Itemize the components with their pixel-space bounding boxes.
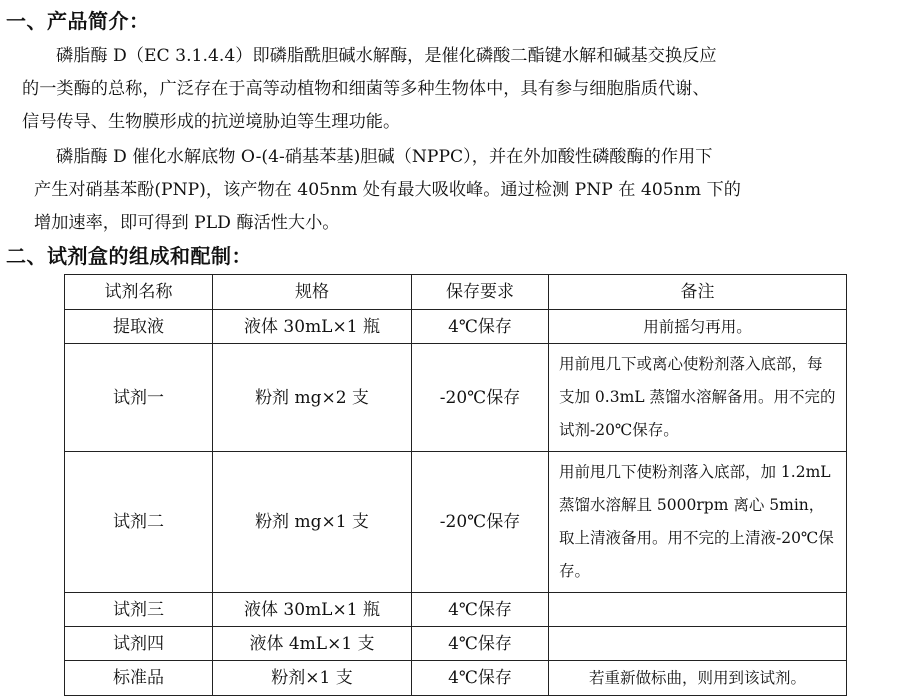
cell-spec: 液体 30mL×1 瓶: [213, 310, 412, 344]
paragraph-line: 的一类酶的总称，广泛存在于高等动植物和细菌等多种生物体中，具有参与细胞脂质代谢、: [22, 79, 710, 99]
cell-spec: 液体 30mL×1 瓶: [213, 593, 412, 627]
cell-note: [549, 627, 847, 661]
table-header-row: [65, 275, 847, 310]
cell-reagent-name: 试剂二: [65, 452, 213, 593]
cell-reagent-name: 试剂四: [65, 627, 213, 661]
cell-storage: 4℃保存: [412, 661, 549, 696]
cell-note: 用前甩几下使粉剂落入底部，加 1.2mL 蒸馏水溶解且 5000rpm 离心 5min，取上清液备用。用不完的上清液-20℃保存。: [549, 452, 847, 593]
table-row: [65, 627, 847, 661]
table-row: [65, 593, 847, 627]
paragraph-line: 增加速率，即可得到 PLD 酶活性大小。: [34, 213, 340, 233]
cell-reagent-name: 试剂一: [65, 344, 213, 452]
cell-reagent-name: 试剂三: [65, 593, 213, 627]
cell-reagent-name: 标准品: [65, 661, 213, 696]
cell-note: [549, 593, 847, 627]
cell-spec: 液体 4mL×1 支: [213, 627, 412, 661]
cell-reagent-name: 提取液: [65, 310, 213, 344]
cell-storage: -20℃保存: [412, 452, 549, 593]
intro-paragraph-2: [22, 141, 894, 240]
cell-storage: -20℃保存: [412, 344, 549, 452]
section-title-intro: 一、产品简介：: [6, 9, 150, 33]
cell-spec: 粉剂 mg×1 支: [213, 452, 412, 593]
table-row: [65, 661, 847, 696]
header-cell-name: 试剂名称: [65, 275, 213, 310]
table-row: [65, 452, 847, 593]
cell-storage: 4℃保存: [412, 627, 549, 661]
cell-note: 若重新做标曲，则用到该试剂。: [549, 661, 847, 696]
paragraph-line: 磷脂酶 D 催化水解底物 O-(4-硝基苯基)胆碱（NPPC），并在外加酸性磷酸酶的作用下: [56, 147, 713, 167]
paragraph-line: 磷脂酶 D（EC 3.1.4.4）即磷脂酰胆碱水解酶，是催化磷酸二酯键水解和碱基交换反应: [56, 46, 717, 66]
paragraph-line: 产生对硝基苯酚(PNP)，该产物在 405nm 处有最大吸收峰。通过检测 PNP 在 405nm 下的: [34, 180, 741, 200]
cell-note: 用前摇匀再用。: [549, 310, 847, 344]
kit-composition-table: [64, 274, 847, 696]
header-cell-note: 备注: [549, 275, 847, 310]
header-cell-spec: 规格: [213, 275, 412, 310]
table-row: [65, 344, 847, 452]
cell-storage: 4℃保存: [412, 593, 549, 627]
header-cell-storage: 保存要求: [412, 275, 549, 310]
paragraph-line: 信号传导、生物膜形成的抗逆境胁迫等生理功能。: [22, 112, 401, 132]
cell-storage: 4℃保存: [412, 310, 549, 344]
intro-paragraph-1: [22, 40, 894, 139]
section-title-kit: 二、试剂盒的组成和配制：: [6, 244, 252, 268]
cell-note: 用前甩几下或离心使粉剂落入底部，每支加 0.3mL 蒸馏水溶解备用。用不完的试剂-20℃保存。: [549, 344, 847, 452]
table-row: [65, 310, 847, 344]
cell-spec: 粉剂 mg×2 支: [213, 344, 412, 452]
cell-spec: 粉剂×1 支: [213, 661, 412, 696]
